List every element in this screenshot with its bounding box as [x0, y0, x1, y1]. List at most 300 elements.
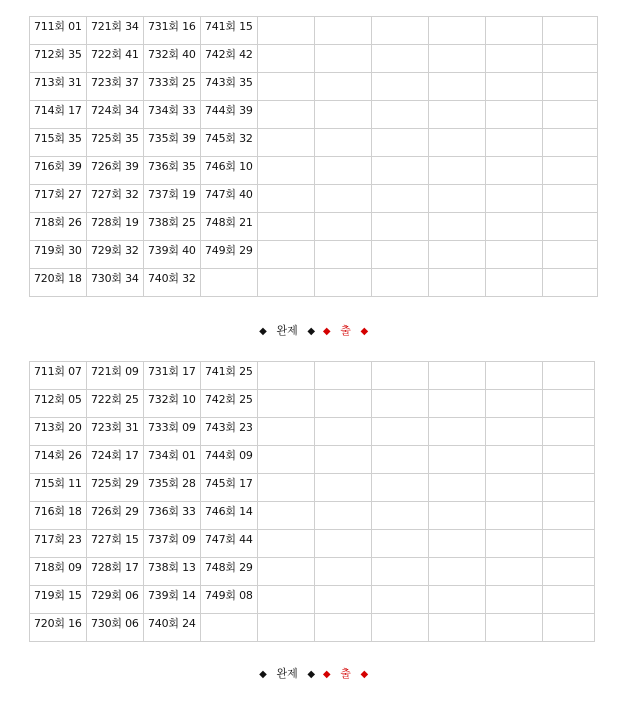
table-cell	[429, 530, 486, 558]
table-cell	[315, 185, 372, 213]
draw-result-text	[433, 502, 485, 506]
draw-result-text: 749회 29	[205, 244, 253, 257]
draw-result-text	[262, 241, 314, 245]
table-cell	[258, 558, 315, 586]
table-cell	[87, 157, 144, 185]
draw-result-text	[433, 418, 485, 422]
table-cell	[144, 418, 201, 446]
table-cell	[429, 390, 486, 418]
draw-result-text: 712회 35	[34, 48, 82, 61]
table-cell	[543, 185, 598, 213]
table-cell	[372, 558, 429, 586]
red-diamond-icon: ◆	[322, 326, 331, 337]
table-cell	[429, 446, 486, 474]
table-cell	[429, 269, 486, 297]
draw-result-text	[490, 241, 542, 245]
table-cell	[315, 614, 372, 642]
table-cell	[372, 73, 429, 101]
table-cell	[30, 446, 87, 474]
draw-result-text	[262, 17, 314, 21]
table-cell	[144, 185, 201, 213]
table-cell	[201, 558, 258, 586]
draw-result-text	[319, 17, 371, 21]
red-diamond-icon: ◆	[360, 326, 369, 337]
draw-result-text	[376, 17, 428, 21]
table-cell	[315, 157, 372, 185]
table-cell	[144, 213, 201, 241]
table-cell	[543, 45, 598, 73]
red-diamond-icon: ◆	[360, 669, 369, 680]
table-cell	[30, 474, 87, 502]
table-cell	[315, 241, 372, 269]
table-cell	[486, 241, 543, 269]
draw-result-text	[376, 418, 428, 422]
draw-result-text: 741회 15	[205, 20, 253, 33]
table-row	[30, 45, 598, 73]
table-cell	[30, 101, 87, 129]
table-cell	[201, 45, 258, 73]
table-cell	[144, 45, 201, 73]
table-cell	[87, 213, 144, 241]
table-cell	[30, 129, 87, 157]
draw-result-text	[319, 558, 371, 562]
draw-result-text: 729회 06	[91, 589, 139, 602]
draw-result-text	[262, 157, 314, 161]
table-row	[30, 418, 595, 446]
table-cell	[144, 362, 201, 390]
table-cell	[543, 474, 595, 502]
draw-result-text	[433, 101, 485, 105]
draw-result-text	[319, 446, 371, 450]
table-row	[30, 390, 595, 418]
draw-result-text	[319, 474, 371, 478]
draw-result-text: 744회 09	[205, 449, 253, 462]
draw-result-text: 736회 33	[148, 505, 196, 518]
table-cell	[543, 502, 595, 530]
draw-results-table-2	[29, 361, 595, 642]
table-cell	[429, 101, 486, 129]
table-cell	[144, 73, 201, 101]
table-cell	[372, 614, 429, 642]
table-cell	[87, 502, 144, 530]
draw-result-text: 726회 29	[91, 505, 139, 518]
draw-result-text	[490, 213, 542, 217]
table-cell	[429, 73, 486, 101]
table-cell	[372, 269, 429, 297]
table-cell	[30, 390, 87, 418]
table-row	[30, 502, 595, 530]
draw-result-text	[490, 418, 542, 422]
table-cell	[429, 418, 486, 446]
black-diamond-icon: ◆	[307, 326, 316, 337]
draw-result-text: 741회 25	[205, 365, 253, 378]
draw-result-text	[433, 157, 485, 161]
table-row	[30, 558, 595, 586]
draw-result-text	[376, 502, 428, 506]
table-cell	[543, 101, 598, 129]
draw-result-text	[262, 390, 314, 394]
table-cell	[372, 45, 429, 73]
table-cell	[258, 390, 315, 418]
table-cell	[486, 586, 543, 614]
draw-result-text: 742회 25	[205, 393, 253, 406]
table-cell	[429, 17, 486, 45]
draw-result-text: 742회 42	[205, 48, 253, 61]
draw-result-text	[319, 45, 371, 49]
table-cell	[315, 362, 372, 390]
table-row	[30, 530, 595, 558]
table-cell	[486, 446, 543, 474]
table-cell	[543, 362, 595, 390]
table-cell	[30, 558, 87, 586]
table-cell	[87, 73, 144, 101]
draw-result-text	[433, 129, 485, 133]
draw-result-text: 746회 10	[205, 160, 253, 173]
table-cell	[87, 101, 144, 129]
table-cell	[315, 45, 372, 73]
table-cell	[486, 213, 543, 241]
draw-result-text	[490, 446, 542, 450]
draw-result-text	[433, 269, 485, 273]
table-cell	[429, 213, 486, 241]
table-cell	[144, 157, 201, 185]
draw-result-text	[490, 558, 542, 562]
draw-result-text	[490, 614, 542, 618]
table-cell	[486, 418, 543, 446]
draw-result-text	[490, 362, 542, 366]
draw-result-text	[319, 269, 371, 273]
draw-result-text	[376, 269, 428, 273]
legend-label-wanje: 완제	[276, 324, 298, 337]
table-cell	[486, 614, 543, 642]
draw-result-text: 727회 32	[91, 188, 139, 201]
draw-result-text: 716회 39	[34, 160, 82, 173]
table-cell	[144, 129, 201, 157]
table-cell	[30, 586, 87, 614]
table-cell	[429, 586, 486, 614]
table-cell	[87, 530, 144, 558]
table-cell	[144, 502, 201, 530]
draw-result-text: 725회 35	[91, 132, 139, 145]
table-cell	[543, 129, 598, 157]
draw-result-text: 722회 41	[91, 48, 139, 61]
table-cell	[486, 157, 543, 185]
table-cell	[258, 101, 315, 129]
draw-result-text: 743회 23	[205, 421, 253, 434]
table-cell	[486, 269, 543, 297]
table-cell	[543, 446, 595, 474]
table-cell	[486, 129, 543, 157]
draw-result-text	[490, 269, 542, 273]
table-cell	[543, 558, 595, 586]
table-cell	[201, 474, 258, 502]
draw-result-text	[433, 73, 485, 77]
draw-result-text	[262, 45, 314, 49]
draw-result-text: 745회 32	[205, 132, 253, 145]
table-row	[30, 185, 598, 213]
draw-result-text	[319, 73, 371, 77]
draw-result-text	[433, 185, 485, 189]
table-cell	[87, 241, 144, 269]
draw-result-text: 725회 29	[91, 477, 139, 490]
draw-result-text	[490, 129, 542, 133]
draw-result-text	[433, 614, 485, 618]
table-cell	[543, 614, 595, 642]
table-cell	[144, 101, 201, 129]
table-cell	[30, 73, 87, 101]
table-cell	[30, 530, 87, 558]
draw-result-text	[262, 474, 314, 478]
draw-result-text: 740회 32	[148, 272, 196, 285]
table-cell	[372, 390, 429, 418]
draw-result-text: 747회 44	[205, 533, 253, 546]
draw-result-text: 730회 06	[91, 617, 139, 630]
draw-result-text	[319, 185, 371, 189]
table-cell	[315, 73, 372, 101]
table-cell	[543, 157, 598, 185]
draw-result-text: 714회 26	[34, 449, 82, 462]
draw-result-text	[547, 502, 594, 506]
table-cell	[201, 362, 258, 390]
table-cell	[486, 530, 543, 558]
table-cell	[372, 17, 429, 45]
table-cell	[201, 101, 258, 129]
draw-result-text: 745회 17	[205, 477, 253, 490]
draw-result-text	[433, 241, 485, 245]
red-diamond-icon: ◆	[322, 669, 331, 680]
draw-result-text	[319, 530, 371, 534]
table-cell	[315, 418, 372, 446]
draw-result-text	[376, 586, 428, 590]
draw-result-text: 723회 31	[91, 421, 139, 434]
draw-result-text	[262, 558, 314, 562]
table-cell	[258, 129, 315, 157]
draw-result-text	[490, 17, 542, 21]
table-cell	[144, 614, 201, 642]
draw-result-text	[547, 213, 597, 217]
draw-result-text	[547, 73, 597, 77]
draw-result-text: 731회 16	[148, 20, 196, 33]
legend-label-chul: 출	[340, 324, 351, 337]
draw-result-text	[319, 586, 371, 590]
table-row	[30, 73, 598, 101]
table-cell	[429, 241, 486, 269]
draw-result-text: 723회 37	[91, 76, 139, 89]
draw-result-text	[376, 362, 428, 366]
table-cell	[201, 213, 258, 241]
legend-1	[257, 324, 370, 339]
draw-result-text: 739회 40	[148, 244, 196, 257]
draw-result-text	[490, 502, 542, 506]
table-cell	[372, 586, 429, 614]
table-row	[30, 101, 598, 129]
draw-result-text	[376, 474, 428, 478]
draw-result-text	[433, 362, 485, 366]
draw-result-text	[433, 390, 485, 394]
draw-result-text: 744회 39	[205, 104, 253, 117]
draw-result-text: 732회 10	[148, 393, 196, 406]
draw-result-text: 737회 19	[148, 188, 196, 201]
draw-results-table-1	[29, 16, 598, 297]
draw-result-text: 743회 35	[205, 76, 253, 89]
table-cell	[87, 269, 144, 297]
draw-result-text: 738회 25	[148, 216, 196, 229]
table-cell	[258, 418, 315, 446]
table-cell	[201, 129, 258, 157]
table-row	[30, 446, 595, 474]
draw-result-text: 747회 40	[205, 188, 253, 201]
draw-result-text: 736회 35	[148, 160, 196, 173]
table-row	[30, 614, 595, 642]
draw-result-text	[376, 73, 428, 77]
draw-result-text	[376, 446, 428, 450]
table-cell	[429, 185, 486, 213]
draw-result-text	[547, 45, 597, 49]
table-cell	[315, 269, 372, 297]
draw-result-text	[376, 45, 428, 49]
table-row	[30, 241, 598, 269]
table-cell	[87, 45, 144, 73]
table-cell	[201, 269, 258, 297]
draw-result-text	[490, 185, 542, 189]
draw-result-text	[547, 129, 597, 133]
table-cell	[144, 17, 201, 45]
table-cell	[372, 502, 429, 530]
draw-result-text	[319, 241, 371, 245]
table-cell	[258, 17, 315, 45]
table-cell	[372, 241, 429, 269]
draw-result-text	[376, 558, 428, 562]
table-cell	[486, 17, 543, 45]
table-cell	[429, 474, 486, 502]
draw-result-text	[547, 17, 597, 21]
table-cell	[315, 17, 372, 45]
table-cell	[30, 269, 87, 297]
draw-result-text	[376, 241, 428, 245]
table-cell	[258, 614, 315, 642]
draw-result-text: 721회 34	[91, 20, 139, 33]
table-cell	[201, 418, 258, 446]
draw-result-text	[547, 530, 594, 534]
draw-result-text: 720회 16	[34, 617, 82, 630]
table-row	[30, 269, 598, 297]
draw-result-text	[262, 213, 314, 217]
table-cell	[144, 446, 201, 474]
draw-result-text	[262, 586, 314, 590]
table-cell	[315, 558, 372, 586]
table-cell	[315, 213, 372, 241]
draw-result-text: 715회 11	[34, 477, 82, 490]
table-cell	[30, 241, 87, 269]
table-cell	[372, 185, 429, 213]
draw-result-text	[319, 129, 371, 133]
draw-result-text	[376, 530, 428, 534]
draw-result-text: 731회 17	[148, 365, 196, 378]
table-cell	[543, 17, 598, 45]
draw-result-text: 720회 18	[34, 272, 82, 285]
table-cell	[486, 45, 543, 73]
draw-result-text	[490, 586, 542, 590]
table-cell	[30, 502, 87, 530]
table-cell	[372, 101, 429, 129]
draw-result-text	[262, 362, 314, 366]
draw-result-text	[376, 390, 428, 394]
table-cell	[87, 390, 144, 418]
draw-result-text	[319, 213, 371, 217]
draw-result-text: 724회 34	[91, 104, 139, 117]
draw-result-text	[376, 157, 428, 161]
table-cell	[543, 269, 598, 297]
draw-result-text	[433, 530, 485, 534]
table-cell	[315, 530, 372, 558]
table-cell	[30, 213, 87, 241]
table-row	[30, 129, 598, 157]
table-cell	[258, 269, 315, 297]
draw-result-text	[205, 269, 257, 273]
draw-result-text	[319, 101, 371, 105]
table-cell	[87, 362, 144, 390]
draw-result-text	[262, 101, 314, 105]
draw-result-text	[205, 614, 257, 618]
draw-result-text	[319, 390, 371, 394]
draw-result-text	[490, 73, 542, 77]
table-row	[30, 213, 598, 241]
draw-result-text	[547, 586, 594, 590]
table-cell	[429, 157, 486, 185]
draw-result-text	[490, 101, 542, 105]
draw-result-text: 717회 23	[34, 533, 82, 546]
draw-result-text: 738회 13	[148, 561, 196, 574]
legend-2	[257, 667, 370, 682]
table-cell	[87, 17, 144, 45]
table-cell	[486, 73, 543, 101]
table-cell	[372, 474, 429, 502]
table-cell	[429, 45, 486, 73]
table-row	[30, 17, 598, 45]
draw-result-text: 727회 15	[91, 533, 139, 546]
draw-result-text	[319, 157, 371, 161]
table-cell	[201, 586, 258, 614]
draw-result-text	[490, 390, 542, 394]
table-cell	[258, 474, 315, 502]
table-cell	[258, 185, 315, 213]
draw-result-text	[547, 101, 597, 105]
table-cell	[30, 17, 87, 45]
draw-result-text	[433, 446, 485, 450]
draw-result-text	[433, 17, 485, 21]
draw-result-text: 733회 25	[148, 76, 196, 89]
table-cell	[429, 362, 486, 390]
table-cell	[543, 241, 598, 269]
draw-result-text: 722회 25	[91, 393, 139, 406]
draw-result-text: 728회 17	[91, 561, 139, 574]
draw-result-text	[319, 502, 371, 506]
draw-result-text	[319, 418, 371, 422]
table-cell	[201, 390, 258, 418]
table-cell	[429, 558, 486, 586]
draw-result-text: 730회 34	[91, 272, 139, 285]
draw-result-text: 713회 20	[34, 421, 82, 434]
table-cell	[144, 586, 201, 614]
legend-label-wanje: 완제	[276, 667, 298, 680]
table-cell	[30, 418, 87, 446]
draw-result-text: 714회 17	[34, 104, 82, 117]
draw-result-text	[319, 362, 371, 366]
draw-result-text	[376, 129, 428, 133]
draw-result-text	[262, 269, 314, 273]
table-cell	[372, 530, 429, 558]
draw-result-text	[547, 269, 597, 273]
